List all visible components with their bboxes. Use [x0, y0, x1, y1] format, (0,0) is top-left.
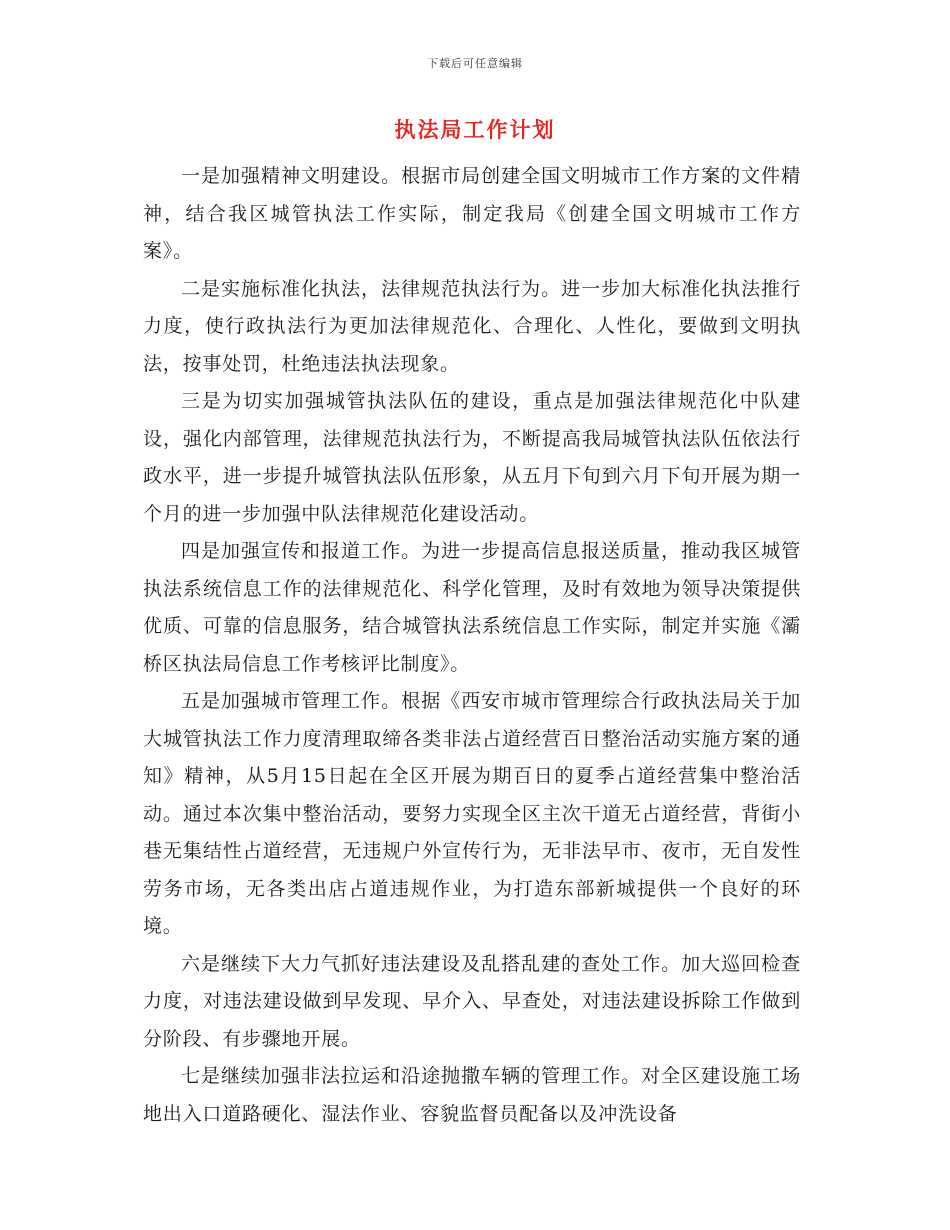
document-body	[143, 158, 801, 1133]
header-note: 下载后可任意编辑	[427, 57, 523, 70]
paragraph-2: 二是实施标准化执法，法律规范执法行为。进一步加大标准化执法推行力度，使行政执法行为更加法律规范化、合理化、人性化，要做到文明执法，按事处罚，杜绝违法执法现象。	[143, 277, 801, 375]
paragraph-5: 五是加强城市管理工作。根据《西安市城市管理综合行政执法局关于加大城管执法工作力度清理取缔各类非法占道经营百日整治活动实施方案的通知》精神，从5月15日起在全区开展为期百日的夏季占道经营集中整治活动。通过本次集中整治活动，要努力实现全区主次干道无占道经营，背街小巷无集结性占道经营，无违规户外宣传行为，无非法早市、夜市，无自发性劳务市场，无各类出店占道违规作业，为打造东部新城提供一个良好的环境。	[143, 690, 801, 937]
paragraph-6: 六是继续下大力气抓好违法建设及乱搭乱建的查处工作。加大巡回检查力度，对违法建设做到早发现、早介入、早查处，对违法建设拆除工作做到分阶段、有步骤地开展。	[143, 952, 801, 1050]
paragraph-3: 三是为切实加强城管执法队伍的建设，重点是加强法律规范化中队建设，强化内部管理，法律规范执法行为，不断提高我局城管执法队伍依法行政水平，进一步提升城管执法队伍形象，从五月下旬到六月下旬开展为期一个月的进一步加强中队法律规范化建设活动。	[143, 390, 801, 525]
paragraph-4: 四是加强宣传和报道工作。为进一步提高信息报送质量，推动我区城管执法系统信息工作的法律规范化、科学化管理，及时有效地为领导决策提供优质、可靠的信息服务，结合城管执法系统信息工作实际，制定并实施《灞桥区执法局信息工作考核评比制度》。	[143, 540, 801, 675]
paragraph-7: 七是继续加强非法拉运和沿途抛撒车辆的管理工作。对全区建设施工场地出入口道路硬化、湿法作业、容貌监督员配备以及冲洗设备	[143, 1065, 801, 1125]
document-title: 执法局工作计划	[394, 117, 556, 142]
paragraph-1: 一是加强精神文明建设。根据市局创建全国文明城市工作方案的文件精神，结合我区城管执法工作实际，制定我局《创建全国文明城市工作方案》。	[143, 165, 801, 262]
